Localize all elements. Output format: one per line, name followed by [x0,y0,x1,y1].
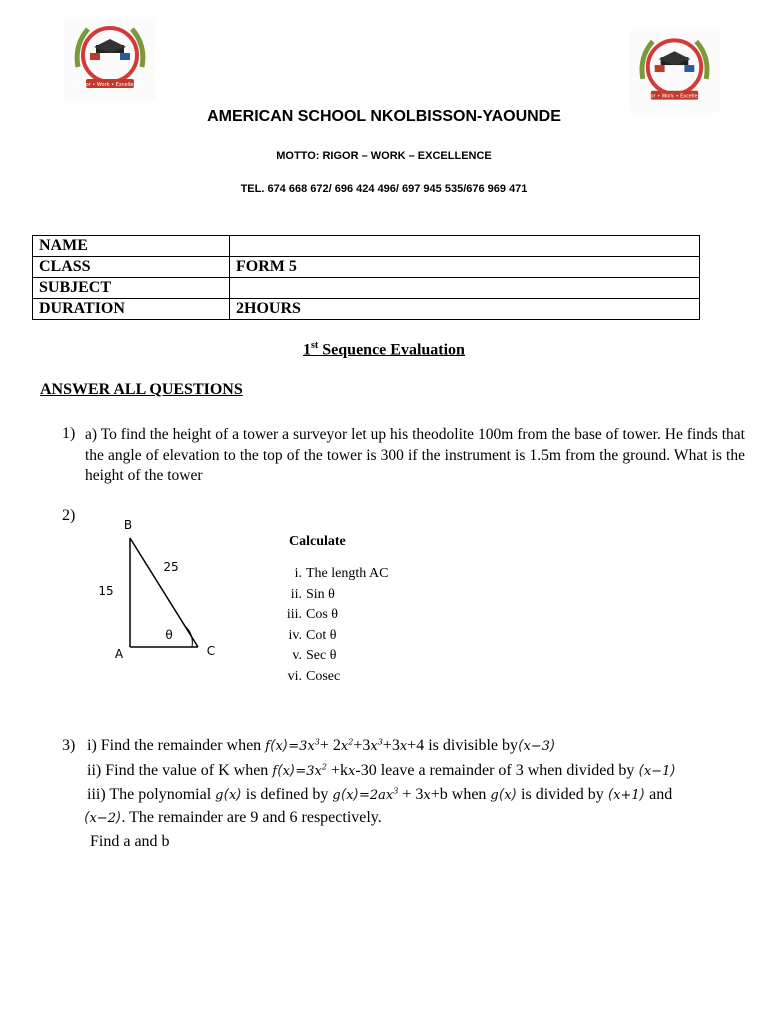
list-item-number: iii. [286,607,302,622]
list-item-text: Sin θ [306,586,335,602]
right-triangle-diagram [90,510,230,665]
list-item-text: Sec θ [306,648,337,663]
question-3-part-i: i) Find the remainder when $f(x)=3x^3+ 2x^2+3x^3+3x+4$ is divisible by(x−3) [87,737,556,754]
list-item [278,648,388,669]
school-name: AMERICAN SCHOOL NKOLBISSON-YAOUNDE [207,108,561,125]
duration-label: DURATION [33,299,230,320]
list-item-number: i. [294,566,302,581]
logo-banner-text: Rigor • Work • Excellence [77,82,143,88]
q3-line3-text-f: and [649,786,673,803]
name-label: NAME [33,236,230,257]
name-field[interactable] [230,236,700,257]
q3-line2-text-c: -30 leave a remainder of 3 when divided by [355,762,639,779]
side-ab-length-label: 15 [98,584,114,598]
q3-line1-text-a: i) Find the remainder when [87,737,266,754]
duration-value: 2HOURS [230,299,700,320]
table-row [33,278,700,299]
list-item-text: Cos θ [306,607,338,622]
q3-line3-text-c: + 3 [398,786,424,803]
q3-line3-text-a: iii) The polynomial [87,786,216,803]
question-3-number: 3) [62,737,76,754]
subject-field[interactable] [230,278,700,299]
triangle-hypotenuse [130,538,198,647]
list-item-text: Cosec [306,668,341,684]
school-motto: MOTTO: RIGOR – WORK – EXCELLENCE [276,150,492,162]
title-rest: Sequence Evaluation [318,341,465,359]
student-info-table [32,235,700,320]
list-item-number: iv. [288,627,302,643]
math-g-of-x: g(x) [215,787,242,803]
question-1-text: a) To find the height of a tower a surveyor let up his theodolite 100m from the base of tower. He finds that the angle of elevation to the top of the tower is 300 if the instrument is 1.5m from the ground. What is the height of the tower [85,426,745,484]
math-f-of-x: $f(x)=3x^2$ [272,762,327,779]
calculate-label: Calculate [289,534,346,549]
math-divisor: (x−3) [517,738,556,754]
table-row [33,236,700,257]
q3-line1-text-b: is divisible by [424,737,518,754]
list-item [278,628,388,649]
list-item [278,607,388,628]
q3-line3-text-e: is divided by [517,786,608,803]
school-telephone: TEL. 674 668 672/ 696 424 496/ 697 945 535/676 969 471 [240,183,528,195]
table-row [33,299,700,320]
subject-label: SUBJECT [33,278,230,299]
logo-banner-text: Rigor • Work • Excellence [642,93,707,100]
list-item [278,566,388,587]
list-item-number: ii. [290,586,302,602]
question-2-number: 2) [62,507,76,524]
math-f-of-x: $f(x)=3x^3$ [265,737,320,754]
list-item [278,669,388,690]
question-3-find: Find a and b [90,833,170,850]
hypotenuse-length-label: 25 [163,560,179,574]
title-ordinal-suffix: st [311,340,319,351]
question-3-part-iii-cont [84,809,382,827]
title-ordinal: 1 [303,341,312,359]
table-row [33,257,700,278]
q3-line3-text-d: +b when [430,786,491,803]
math-divisor: (x−2) [84,810,122,826]
math-divisor: (x−1) [638,763,676,779]
list-item-text: The length AC [306,566,389,581]
q3-line2-text-b: +k [326,762,349,779]
class-label: CLASS [33,257,230,278]
school-logo-right [629,29,720,113]
school-crest-icon [64,17,156,101]
math-divisor: (x+1) [607,787,646,803]
q3-line4-text: . The remainder are 9 and 6 respectively. [121,809,382,826]
list-item-text: Cot θ [306,627,337,643]
list-item-number: v. [292,648,302,663]
list-item [278,587,388,608]
question-3-part-ii: ii) Find the value of K when $f(x)=3x^2 +kx-30$ leave a remainder of 3 when divided by (x−1) [87,762,676,779]
list-item-number: vi. [287,668,302,684]
math-g-of-x: g(x) [490,787,518,803]
calculate-list [278,566,388,689]
evaluation-title [0,340,768,359]
vertex-c-label: C [206,644,216,658]
q3-line2-text-a: ii) Find the value of K when [87,762,273,779]
instruction-heading: ANSWER ALL QUESTIONS [40,381,243,398]
question-1-number: 1) [62,425,76,442]
school-crest-icon [629,29,720,113]
vertex-b-label: B [123,518,133,532]
question-3-part-iii: iii) The polynomial g(x) is defined by $g(x)=2ax^3 + 3x+b$ when g(x) is divided by (x+1) and [87,786,673,803]
angle-theta-label: θ [165,628,173,642]
school-logo-left [64,17,156,101]
vertex-a-label: A [114,647,124,661]
class-value: FORM 5 [230,257,700,278]
math-g-definition: $g(x)=2ax^3$ [332,786,399,803]
q3-line3-text-b: is defined by [241,786,333,803]
